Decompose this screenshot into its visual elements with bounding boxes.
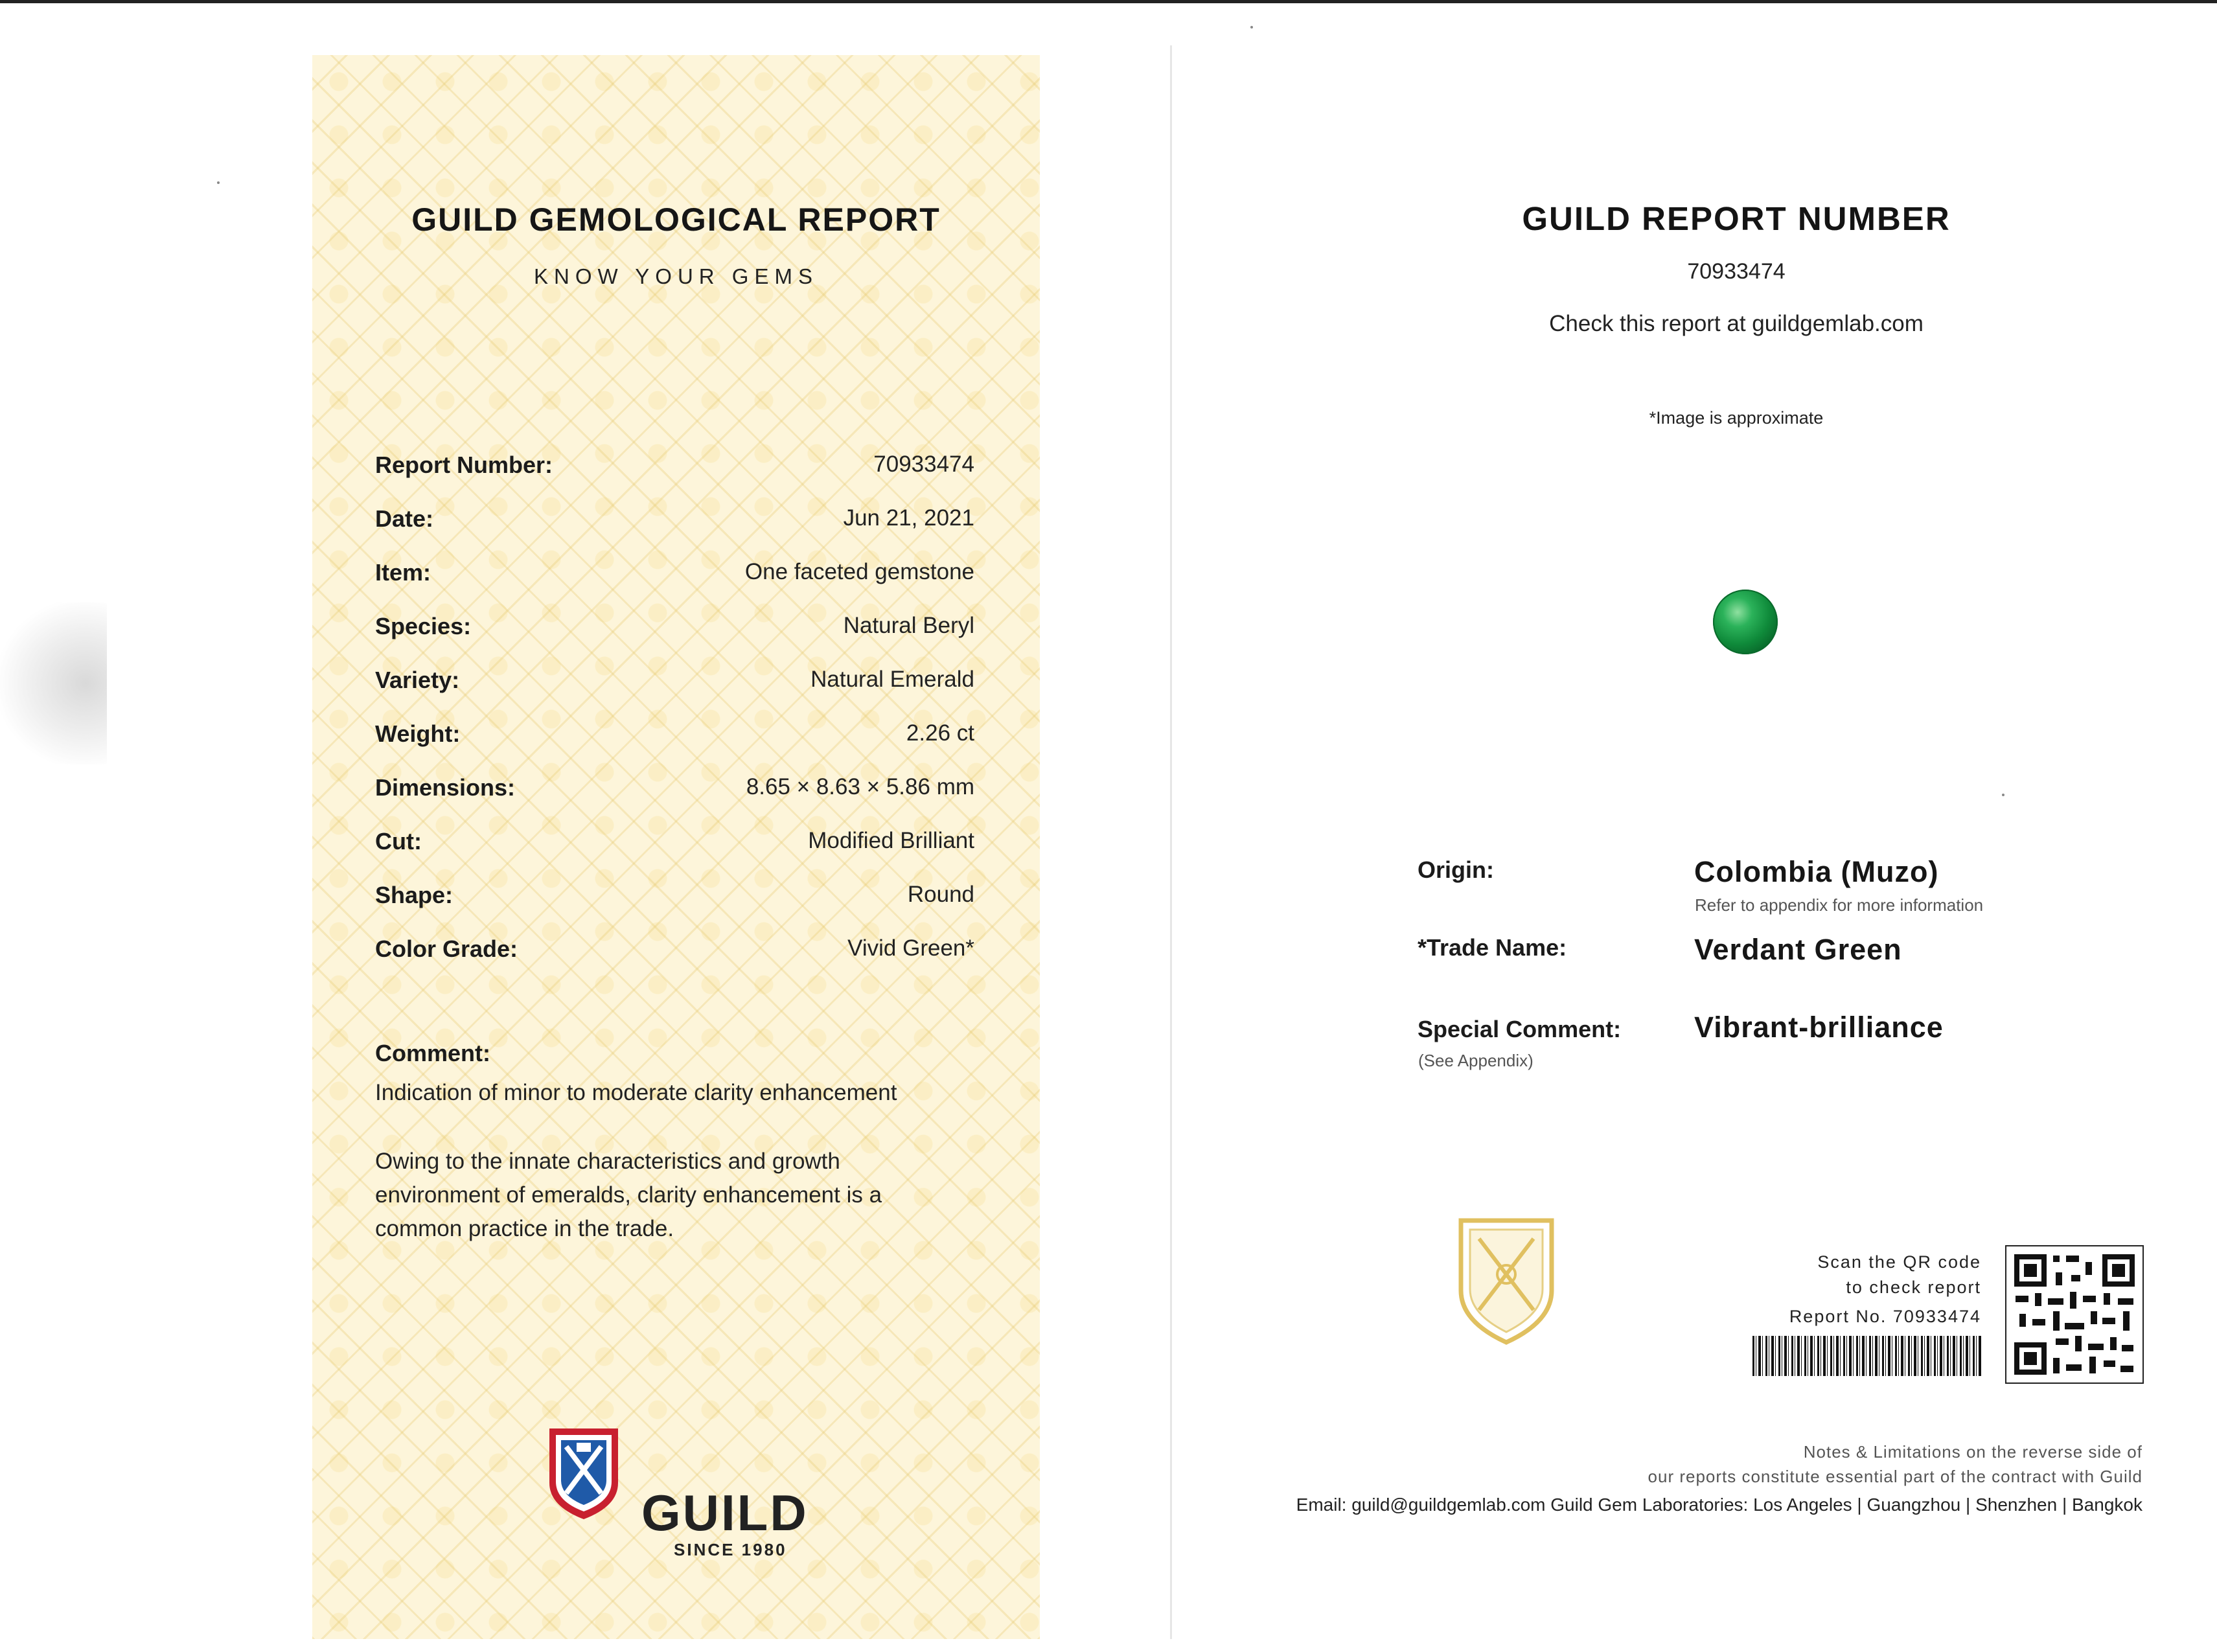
- field-value: 8.65 × 8.63 × 5.86 mm: [746, 774, 974, 799]
- origin-note: Refer to appendix for more information: [1695, 895, 1984, 915]
- report-number-value: 70933474: [1687, 259, 1786, 284]
- field-row-variety: [375, 667, 974, 699]
- report-number-title: GUILD REPORT NUMBER: [1522, 200, 1951, 237]
- field-value: Jun 21, 2021: [843, 505, 974, 531]
- scan-qr-text: Scan the QR code: [1817, 1252, 1981, 1272]
- scan-speck: [2002, 794, 2004, 796]
- field-label: Date:: [375, 505, 434, 532]
- origin-label: Origin:: [1418, 856, 1494, 883]
- emerald-image: [1713, 590, 1778, 654]
- field-label: Item:: [375, 559, 431, 586]
- field-value: 70933474: [873, 452, 974, 477]
- field-row-item: [375, 559, 974, 591]
- field-value: 2.26 ct: [906, 720, 974, 746]
- field-value: Vivid Green*: [847, 935, 974, 961]
- guild-shield-icon: [546, 1423, 622, 1522]
- field-value: Modified Brilliant: [808, 828, 974, 853]
- field-row-report-number: [375, 452, 974, 484]
- check-report-text: to check report: [1846, 1278, 1981, 1297]
- notes-line-1: Notes & Limitations on the reverse side of: [1803, 1442, 2142, 1462]
- report-card: [312, 55, 1040, 1639]
- field-label: Weight:: [375, 720, 461, 747]
- guild-since-text: SINCE 1980: [674, 1540, 787, 1559]
- special-comment-note: (See Appendix): [1418, 1051, 1534, 1070]
- field-row-cut: [375, 828, 974, 860]
- field-label: Cut:: [375, 828, 422, 855]
- origin-value: Colombia (Muzo): [1694, 855, 1939, 888]
- gold-seal-icon: [1454, 1213, 1558, 1349]
- notes-line-2: our reports constitute essential part of the contract with Guild: [1648, 1467, 2142, 1486]
- field-row-shape: [375, 882, 974, 914]
- field-label: Species:: [375, 613, 472, 639]
- guild-wordmark: GUILD: [641, 1484, 809, 1541]
- field-label: Variety:: [375, 667, 460, 693]
- barcode-report-no: Report No. 70933474: [1789, 1307, 1981, 1326]
- barcode: [1752, 1336, 1982, 1376]
- comment-note: Owing to the innate characteristics and growth environment of emeralds, clarity enhancement is a common practice in the trade.: [375, 1149, 882, 1241]
- comment-label: Comment:: [375, 1040, 490, 1066]
- contact-footer: Email: guild@guildgemlab.com Guild Gem Laboratories: Los Angeles | Guangzhou | Shenzhen | Bangkok: [1296, 1495, 2142, 1515]
- qr-code[interactable]: [2005, 1245, 2144, 1384]
- scan-top-edge: [0, 0, 2217, 3]
- field-value: Natural Beryl: [843, 613, 974, 638]
- field-label: Color Grade:: [375, 935, 518, 962]
- special-comment-value: Vibrant-brilliance: [1694, 1011, 1944, 1044]
- field-value: Round: [907, 882, 974, 907]
- scan-speck: [1250, 26, 1253, 29]
- report-title: GUILD GEMOLOGICAL REPORT: [411, 201, 941, 238]
- scan-speck: [217, 181, 220, 184]
- field-row-dimensions: [375, 774, 974, 807]
- field-value: Natural Emerald: [810, 667, 974, 692]
- trade-name-value: Verdant Green: [1694, 933, 1902, 966]
- comment-text: Indication of minor to moderate clarity enhancement: [375, 1080, 897, 1105]
- report-tagline: KNOW YOUR GEMS: [534, 264, 818, 288]
- field-label: Report Number:: [375, 452, 553, 478]
- field-label: Dimensions:: [375, 774, 516, 801]
- page-fold-line: [1170, 45, 1172, 1639]
- verify-url-text: Check this report at guildgemlab.com: [1549, 311, 1924, 336]
- field-row-weight: [375, 720, 974, 753]
- special-comment-label: Special Comment:: [1418, 1016, 1622, 1042]
- scan-shadow: [0, 602, 107, 764]
- field-row-species: [375, 613, 974, 645]
- field-row-color-grade: [375, 935, 974, 968]
- field-row-date: [375, 505, 974, 538]
- field-value: One faceted gemstone: [744, 559, 974, 584]
- trade-name-label: *Trade Name:: [1418, 934, 1567, 961]
- field-label: Shape:: [375, 882, 454, 908]
- image-approx-note: *Image is approximate: [1649, 408, 1824, 428]
